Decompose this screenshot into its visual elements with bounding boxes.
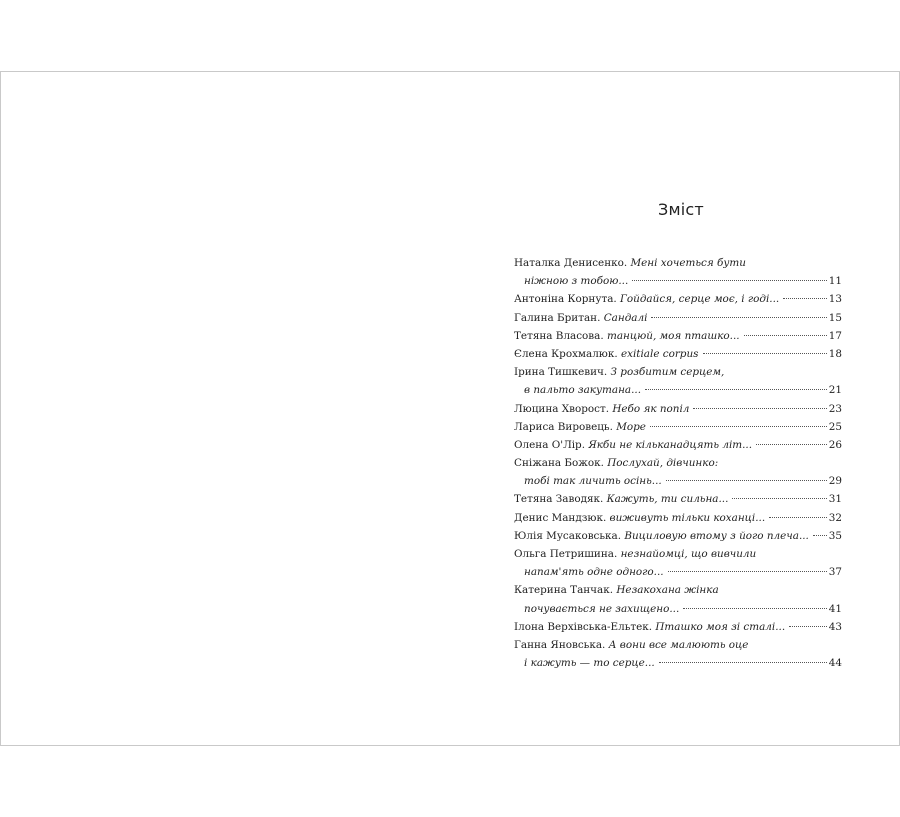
- toc-entry: [514, 400, 842, 418]
- author-separator: .: [623, 257, 631, 269]
- dot-leader: [645, 389, 827, 390]
- author-separator: .: [613, 548, 621, 560]
- dot-leader: [789, 626, 827, 627]
- work-title: напам'ять одне одного...: [524, 566, 664, 579]
- toc-entry: [514, 636, 842, 654]
- table-of-contents: [514, 254, 842, 672]
- author-name: Денис Мандзюк: [514, 511, 603, 524]
- author-separator: .: [597, 311, 604, 324]
- page-number: 17: [828, 329, 842, 342]
- page-number: 18: [828, 347, 842, 360]
- author-separator: .: [602, 638, 609, 651]
- toc-entry: [514, 363, 842, 381]
- author-name: Люцина Хворост: [514, 402, 606, 415]
- work-title: Мені хочеться бути: [630, 257, 746, 269]
- work-title: А вони все малюють оце: [608, 638, 749, 651]
- page-number: 31: [828, 493, 842, 506]
- page-number: 23: [828, 402, 842, 415]
- page-number: 25: [828, 420, 842, 433]
- dot-leader: [668, 571, 827, 572]
- dot-leader: [659, 662, 827, 663]
- author-separator: .: [614, 347, 621, 360]
- author-name: Ганна Яновська: [514, 638, 603, 651]
- dot-leader: [769, 517, 827, 518]
- work-title: тобі так личить осінь...: [524, 475, 662, 488]
- work-title: незнайомці, що вивчили: [620, 548, 757, 560]
- author-name: Антоніна Корнута: [514, 293, 614, 306]
- page-number: 44: [828, 657, 842, 670]
- page-number: 15: [828, 311, 842, 324]
- toc-title: Зміст: [658, 200, 704, 219]
- author-separator: .: [603, 366, 611, 379]
- toc-entry-continuation: [514, 654, 842, 672]
- author-name: Єлена Крохмалюк: [514, 347, 615, 360]
- dot-leader: [744, 335, 827, 336]
- toc-entry: [514, 509, 842, 527]
- dot-leader: [732, 498, 826, 499]
- toc-entry-continuation: [514, 563, 842, 581]
- author-name: Наталка Денисенко: [514, 257, 624, 269]
- author-separator: .: [581, 438, 589, 451]
- toc-entry: [514, 454, 842, 472]
- dot-leader: [783, 298, 827, 299]
- toc-entry: [514, 290, 842, 308]
- toc-entry: [514, 581, 842, 599]
- page-number: 21: [828, 384, 842, 397]
- work-title: Небо як попіл: [612, 402, 690, 415]
- author-separator: .: [602, 511, 610, 524]
- dot-leader: [666, 480, 827, 481]
- work-title: танцюй, моя пташко...: [606, 329, 740, 342]
- work-title: ніжною з тобою...: [524, 275, 629, 288]
- toc-entry-continuation: [514, 472, 842, 490]
- toc-entry: [514, 527, 842, 545]
- author-name: Ілона Верхівська-Ельтек: [514, 620, 649, 633]
- toc-entry: [514, 618, 842, 636]
- author-separator: .: [600, 493, 607, 506]
- page-number: 43: [828, 620, 842, 633]
- toc-entry-continuation: [514, 272, 842, 290]
- dot-leader: [651, 317, 826, 318]
- author-separator: .: [600, 329, 607, 342]
- page-number: 37: [828, 566, 842, 579]
- author-name: Ірина Тишкевич: [514, 366, 604, 379]
- author-name: Тетяна Заводяк: [514, 493, 601, 506]
- work-title: Гойдайся, серце моє, і годі...: [620, 293, 780, 306]
- dot-leader: [650, 426, 827, 427]
- work-title: почувається не захищено...: [524, 602, 680, 615]
- toc-entry: [514, 254, 842, 272]
- toc-entry-continuation: [514, 600, 842, 618]
- dot-leader: [683, 608, 826, 609]
- toc-entry-continuation: [514, 381, 842, 399]
- dot-leader: [632, 280, 827, 281]
- page-number: 13: [828, 293, 842, 306]
- page-number: 29: [828, 475, 842, 488]
- work-title: Якби не кільканадцять літ...: [588, 438, 753, 451]
- author-separator: .: [648, 620, 656, 633]
- author-name: Галина Британ: [514, 311, 598, 324]
- dot-leader: [703, 353, 827, 354]
- author-name: Юлія Мусаковська: [514, 529, 618, 542]
- author-name: Олена О'Лір: [514, 438, 582, 451]
- toc-entry: [514, 545, 842, 563]
- work-title: Послухай, дівчинко:: [607, 457, 719, 470]
- work-title: виживуть тільки коханці...: [609, 511, 766, 524]
- toc-entry: [514, 418, 842, 436]
- page-number: 11: [828, 275, 842, 288]
- page-number: 32: [828, 511, 842, 524]
- toc-entry: [514, 309, 842, 327]
- work-title: Вициловую втому з його плеча...: [624, 529, 809, 542]
- author-name: Тетяна Власова: [514, 329, 601, 342]
- work-title: Незакохана жінка: [616, 584, 719, 597]
- author-name: Сніжана Божок: [514, 457, 601, 470]
- work-title: exitiale corpus: [620, 347, 699, 360]
- page-number: 35: [828, 529, 842, 542]
- author-separator: .: [613, 293, 621, 306]
- author-separator: .: [605, 402, 613, 415]
- author-name: Лариса Вировець: [514, 420, 610, 433]
- work-title: Море: [616, 420, 646, 433]
- author-name: Катерина Танчак: [514, 584, 610, 597]
- author-separator: .: [617, 529, 625, 542]
- toc-entry: [514, 436, 842, 454]
- dot-leader: [693, 408, 826, 409]
- work-title: Пташко моя зі сталі...: [655, 620, 786, 633]
- work-title: в пальто закутана...: [524, 384, 642, 397]
- work-title: З розбитим серцем,: [610, 366, 725, 379]
- author-name: Ольга Петришина: [514, 548, 614, 560]
- toc-entry: [514, 345, 842, 363]
- page-number: 41: [828, 602, 842, 615]
- toc-entry: [514, 327, 842, 345]
- dot-leader: [756, 444, 827, 445]
- dot-leader: [813, 535, 827, 536]
- page-number: 26: [828, 438, 842, 451]
- author-separator: .: [609, 584, 617, 597]
- work-title: Сандалі: [603, 311, 648, 324]
- work-title: Кажуть, ти сильна...: [606, 493, 729, 506]
- work-title: і кажуть — то серце...: [524, 657, 655, 670]
- author-separator: .: [600, 457, 608, 470]
- author-separator: .: [609, 420, 617, 433]
- toc-entry: [514, 490, 842, 508]
